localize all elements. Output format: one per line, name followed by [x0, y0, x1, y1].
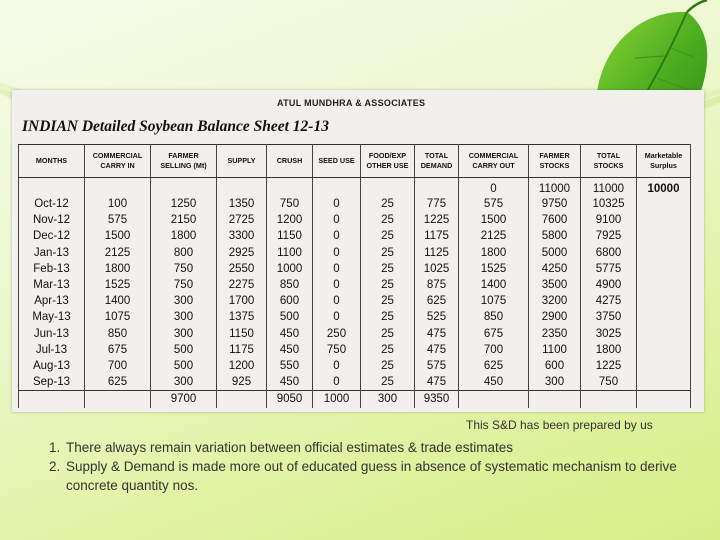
- column-header-label: MONTHS: [35, 156, 68, 165]
- total-cell: [637, 391, 691, 408]
- table-cell: 100: [85, 196, 151, 212]
- firm-name: ATUL MUNDHRA & ASSOCIATES: [277, 98, 426, 108]
- table-cell: [637, 245, 691, 261]
- table-cell: 25: [361, 326, 415, 342]
- total-cell: [459, 391, 529, 408]
- table-cell: 550: [267, 358, 313, 374]
- table-cell: [415, 178, 459, 197]
- table-cell: [151, 178, 217, 197]
- month-cell: Nov-12: [19, 212, 85, 228]
- table-cell: 0: [313, 261, 361, 277]
- table-cell: [637, 374, 691, 391]
- table-cell: [637, 293, 691, 309]
- table-row: [19, 245, 691, 261]
- table-cell: 7600: [529, 212, 581, 228]
- month-cell: Sep-13: [19, 374, 85, 391]
- month-cell: May-13: [19, 309, 85, 325]
- note-item: 2. Supply & Demand is made more out of educated guess in absence of systematic mechanism to derive concrete quantity nos.: [64, 457, 704, 495]
- table-cell: 575: [85, 212, 151, 228]
- table-cell: 850: [267, 277, 313, 293]
- table-cell: 925: [217, 374, 267, 391]
- table-cell: 750: [581, 374, 637, 391]
- table-row: [19, 293, 691, 309]
- table-cell: 1225: [581, 358, 637, 374]
- table-cell: 850: [459, 309, 529, 325]
- table-cell: 1400: [85, 293, 151, 309]
- table-cell: 3200: [529, 293, 581, 309]
- column-header-label: FARMER: [168, 151, 199, 160]
- table-cell: 450: [267, 342, 313, 358]
- table-cell: 2275: [217, 277, 267, 293]
- table-cell: 0: [313, 245, 361, 261]
- table-cell: 1125: [415, 245, 459, 261]
- table-cell: 2350: [529, 326, 581, 342]
- column-header-label: Marketable: [644, 151, 683, 160]
- table-cell: [637, 326, 691, 342]
- table-cell: 1525: [459, 261, 529, 277]
- column-header-label: Surplus: [650, 161, 677, 170]
- total-cell: 9050: [267, 391, 313, 408]
- table-cell: 1175: [415, 228, 459, 244]
- column-header-label: DEMAND: [420, 161, 453, 170]
- table-cell: [637, 342, 691, 358]
- table-cell: 300: [151, 309, 217, 325]
- table-cell: [637, 358, 691, 374]
- table-row: [19, 277, 691, 293]
- table-cell: 500: [151, 358, 217, 374]
- table-cell: 25: [361, 342, 415, 358]
- column-header-label: FARMER: [539, 151, 570, 160]
- table-cell: 25: [361, 277, 415, 293]
- column-header: [459, 145, 529, 178]
- table-cell: 2925: [217, 245, 267, 261]
- column-header-label: COMMERCIAL: [92, 151, 143, 160]
- table-cell: 25: [361, 309, 415, 325]
- table-cell: 500: [267, 309, 313, 325]
- table-cell: [637, 196, 691, 212]
- opening-stock-row: [19, 178, 691, 197]
- column-header: [637, 145, 691, 178]
- sheet-title: INDIAN Detailed Soybean Balance Sheet 12-13: [22, 118, 329, 135]
- table-cell: 1800: [151, 228, 217, 244]
- column-header-label: CARRY IN: [100, 161, 135, 170]
- totals-row: [19, 391, 691, 408]
- table-cell: 525: [415, 309, 459, 325]
- notes-list: [42, 438, 704, 495]
- table-cell: [637, 261, 691, 277]
- table-row: [19, 309, 691, 325]
- table-cell: 25: [361, 245, 415, 261]
- table-cell: 1525: [85, 277, 151, 293]
- table-cell: 450: [267, 374, 313, 391]
- table-row: [19, 342, 691, 358]
- column-header: [529, 145, 581, 178]
- table-cell: 1150: [217, 326, 267, 342]
- table-cell: 500: [151, 342, 217, 358]
- table-cell: 1200: [267, 212, 313, 228]
- table-row: [19, 212, 691, 228]
- total-cell: [217, 391, 267, 408]
- table-cell: 1800: [459, 245, 529, 261]
- table-cell: 675: [85, 342, 151, 358]
- table-cell: 250: [313, 326, 361, 342]
- month-cell: Apr-13: [19, 293, 85, 309]
- table-cell: 3500: [529, 277, 581, 293]
- table-row: [19, 374, 691, 391]
- table-cell: 300: [151, 293, 217, 309]
- total-cell: 300: [361, 391, 415, 408]
- table-cell: 1150: [267, 228, 313, 244]
- table-cell: 1025: [415, 261, 459, 277]
- total-cell: [529, 391, 581, 408]
- table-cell: 1375: [217, 309, 267, 325]
- table-cell: 625: [459, 358, 529, 374]
- table-cell: 25: [361, 358, 415, 374]
- table-cell: 2550: [217, 261, 267, 277]
- table-cell: 700: [85, 358, 151, 374]
- table-cell: 875: [415, 277, 459, 293]
- table-cell: 10325: [581, 196, 637, 212]
- table-cell: 1800: [85, 261, 151, 277]
- table-cell: 1400: [459, 277, 529, 293]
- table-cell: 1100: [529, 342, 581, 358]
- table-cell: [313, 178, 361, 197]
- column-header: [415, 145, 459, 178]
- total-cell: [85, 391, 151, 408]
- table-cell: 4275: [581, 293, 637, 309]
- table-cell: 800: [151, 245, 217, 261]
- table-cell: 1000: [267, 261, 313, 277]
- table-cell: 750: [151, 261, 217, 277]
- balance-sheet-table: [18, 144, 691, 408]
- prepared-by-note: This S&D has been prepared by us: [466, 418, 653, 432]
- table-cell: 1500: [459, 212, 529, 228]
- table-cell: 1800: [581, 342, 637, 358]
- table-row: [19, 196, 691, 212]
- table-cell: 1500: [85, 228, 151, 244]
- table-cell: [637, 277, 691, 293]
- column-header-label: STOCKS: [593, 161, 624, 170]
- table-cell: 2125: [459, 228, 529, 244]
- table-cell: 7925: [581, 228, 637, 244]
- column-header: [313, 145, 361, 178]
- table-cell: 575: [459, 196, 529, 212]
- table-cell: 0: [313, 309, 361, 325]
- note-item: 1. There always remain variation between official estimates & trade estimates: [64, 438, 704, 457]
- table-cell: 1225: [415, 212, 459, 228]
- table-cell: 11000: [581, 178, 637, 197]
- table-cell: 25: [361, 212, 415, 228]
- table-cell: 5800: [529, 228, 581, 244]
- table-cell: 1200: [217, 358, 267, 374]
- table-cell: 1350: [217, 196, 267, 212]
- table-cell: 3750: [581, 309, 637, 325]
- table-cell: 3025: [581, 326, 637, 342]
- table-row: [19, 358, 691, 374]
- table-cell: 450: [459, 374, 529, 391]
- table-row: [19, 261, 691, 277]
- marketable-surplus-value: 10000: [637, 178, 691, 197]
- table-cell: 750: [313, 342, 361, 358]
- table-cell: [85, 178, 151, 197]
- table-cell: 4250: [529, 261, 581, 277]
- column-header-label: SEED USE: [318, 156, 355, 165]
- column-header: [581, 145, 637, 178]
- table-cell: 5000: [529, 245, 581, 261]
- column-header-label: SUPPLY: [227, 156, 256, 165]
- table-cell: 2725: [217, 212, 267, 228]
- table-cell: 750: [267, 196, 313, 212]
- table-cell: 575: [415, 358, 459, 374]
- table-cell: [217, 178, 267, 197]
- month-cell: Mar-13: [19, 277, 85, 293]
- column-header-label: CRUSH: [276, 156, 303, 165]
- table-cell: 0: [459, 178, 529, 197]
- column-header-label: OTHER USE: [366, 161, 409, 170]
- month-cell: Feb-13: [19, 261, 85, 277]
- table-cell: 2900: [529, 309, 581, 325]
- table-cell: [267, 178, 313, 197]
- table-cell: 2125: [85, 245, 151, 261]
- table-cell: 850: [85, 326, 151, 342]
- table-cell: 450: [267, 326, 313, 342]
- balance-sheet-image: [12, 90, 704, 412]
- table-row: [19, 326, 691, 342]
- table-cell: [637, 309, 691, 325]
- table-cell: 1075: [85, 309, 151, 325]
- total-cell: [19, 391, 85, 408]
- table-cell: 475: [415, 326, 459, 342]
- table-cell: [637, 212, 691, 228]
- table-cell: 475: [415, 374, 459, 391]
- table-cell: 2150: [151, 212, 217, 228]
- table-header-row: [19, 145, 691, 178]
- column-header: [267, 145, 313, 178]
- column-header-label: FOOD/EXP: [368, 151, 407, 160]
- total-cell: [581, 391, 637, 408]
- table-cell: 1250: [151, 196, 217, 212]
- table-cell: 0: [313, 374, 361, 391]
- table-cell: 11000: [529, 178, 581, 197]
- table-cell: 25: [361, 196, 415, 212]
- table-cell: [361, 178, 415, 197]
- total-cell: 9700: [151, 391, 217, 408]
- month-cell: Jun-13: [19, 326, 85, 342]
- column-header: [361, 145, 415, 178]
- table-cell: 1075: [459, 293, 529, 309]
- table-cell: 300: [151, 326, 217, 342]
- table-cell: 300: [529, 374, 581, 391]
- table-cell: 750: [151, 277, 217, 293]
- column-header: [151, 145, 217, 178]
- table-cell: 700: [459, 342, 529, 358]
- table-cell: 600: [529, 358, 581, 374]
- table-cell: 625: [415, 293, 459, 309]
- table-cell: 25: [361, 374, 415, 391]
- table-cell: 625: [85, 374, 151, 391]
- table-cell: 600: [267, 293, 313, 309]
- table-cell: 475: [415, 342, 459, 358]
- table-cell: 9100: [581, 212, 637, 228]
- month-cell: Jul-13: [19, 342, 85, 358]
- column-header: [85, 145, 151, 178]
- column-header-label: CARRY OUT: [472, 161, 515, 170]
- total-cell: 1000: [313, 391, 361, 408]
- table-cell: 0: [313, 293, 361, 309]
- table-cell: 0: [313, 212, 361, 228]
- column-header-label: STOCKS: [539, 161, 570, 170]
- table-cell: 1100: [267, 245, 313, 261]
- table-cell: 675: [459, 326, 529, 342]
- table-cell: 25: [361, 228, 415, 244]
- table-cell: [637, 228, 691, 244]
- month-cell: Oct-12: [19, 196, 85, 212]
- table-cell: 0: [313, 196, 361, 212]
- column-header-label: TOTAL: [424, 151, 449, 160]
- table-cell: 0: [313, 358, 361, 374]
- month-cell: Jan-13: [19, 245, 85, 261]
- table-cell: 5775: [581, 261, 637, 277]
- table-cell: [19, 178, 85, 197]
- table-cell: 25: [361, 293, 415, 309]
- table-cell: 25: [361, 261, 415, 277]
- table-cell: 4900: [581, 277, 637, 293]
- table-cell: 0: [313, 228, 361, 244]
- column-header-label: COMMERCIAL: [468, 151, 519, 160]
- table-cell: 0: [313, 277, 361, 293]
- total-cell: 9350: [415, 391, 459, 408]
- column-header-label: TOTAL: [596, 151, 621, 160]
- table-cell: 3300: [217, 228, 267, 244]
- month-cell: Dec-12: [19, 228, 85, 244]
- table-cell: 1175: [217, 342, 267, 358]
- table-cell: 9750: [529, 196, 581, 212]
- column-header: [217, 145, 267, 178]
- table-cell: 1700: [217, 293, 267, 309]
- month-cell: Aug-13: [19, 358, 85, 374]
- column-header-label: SELLING (Mt): [160, 161, 207, 170]
- column-header: [19, 145, 85, 178]
- table-cell: 775: [415, 196, 459, 212]
- table-row: [19, 228, 691, 244]
- table-cell: 6800: [581, 245, 637, 261]
- table-cell: 300: [151, 374, 217, 391]
